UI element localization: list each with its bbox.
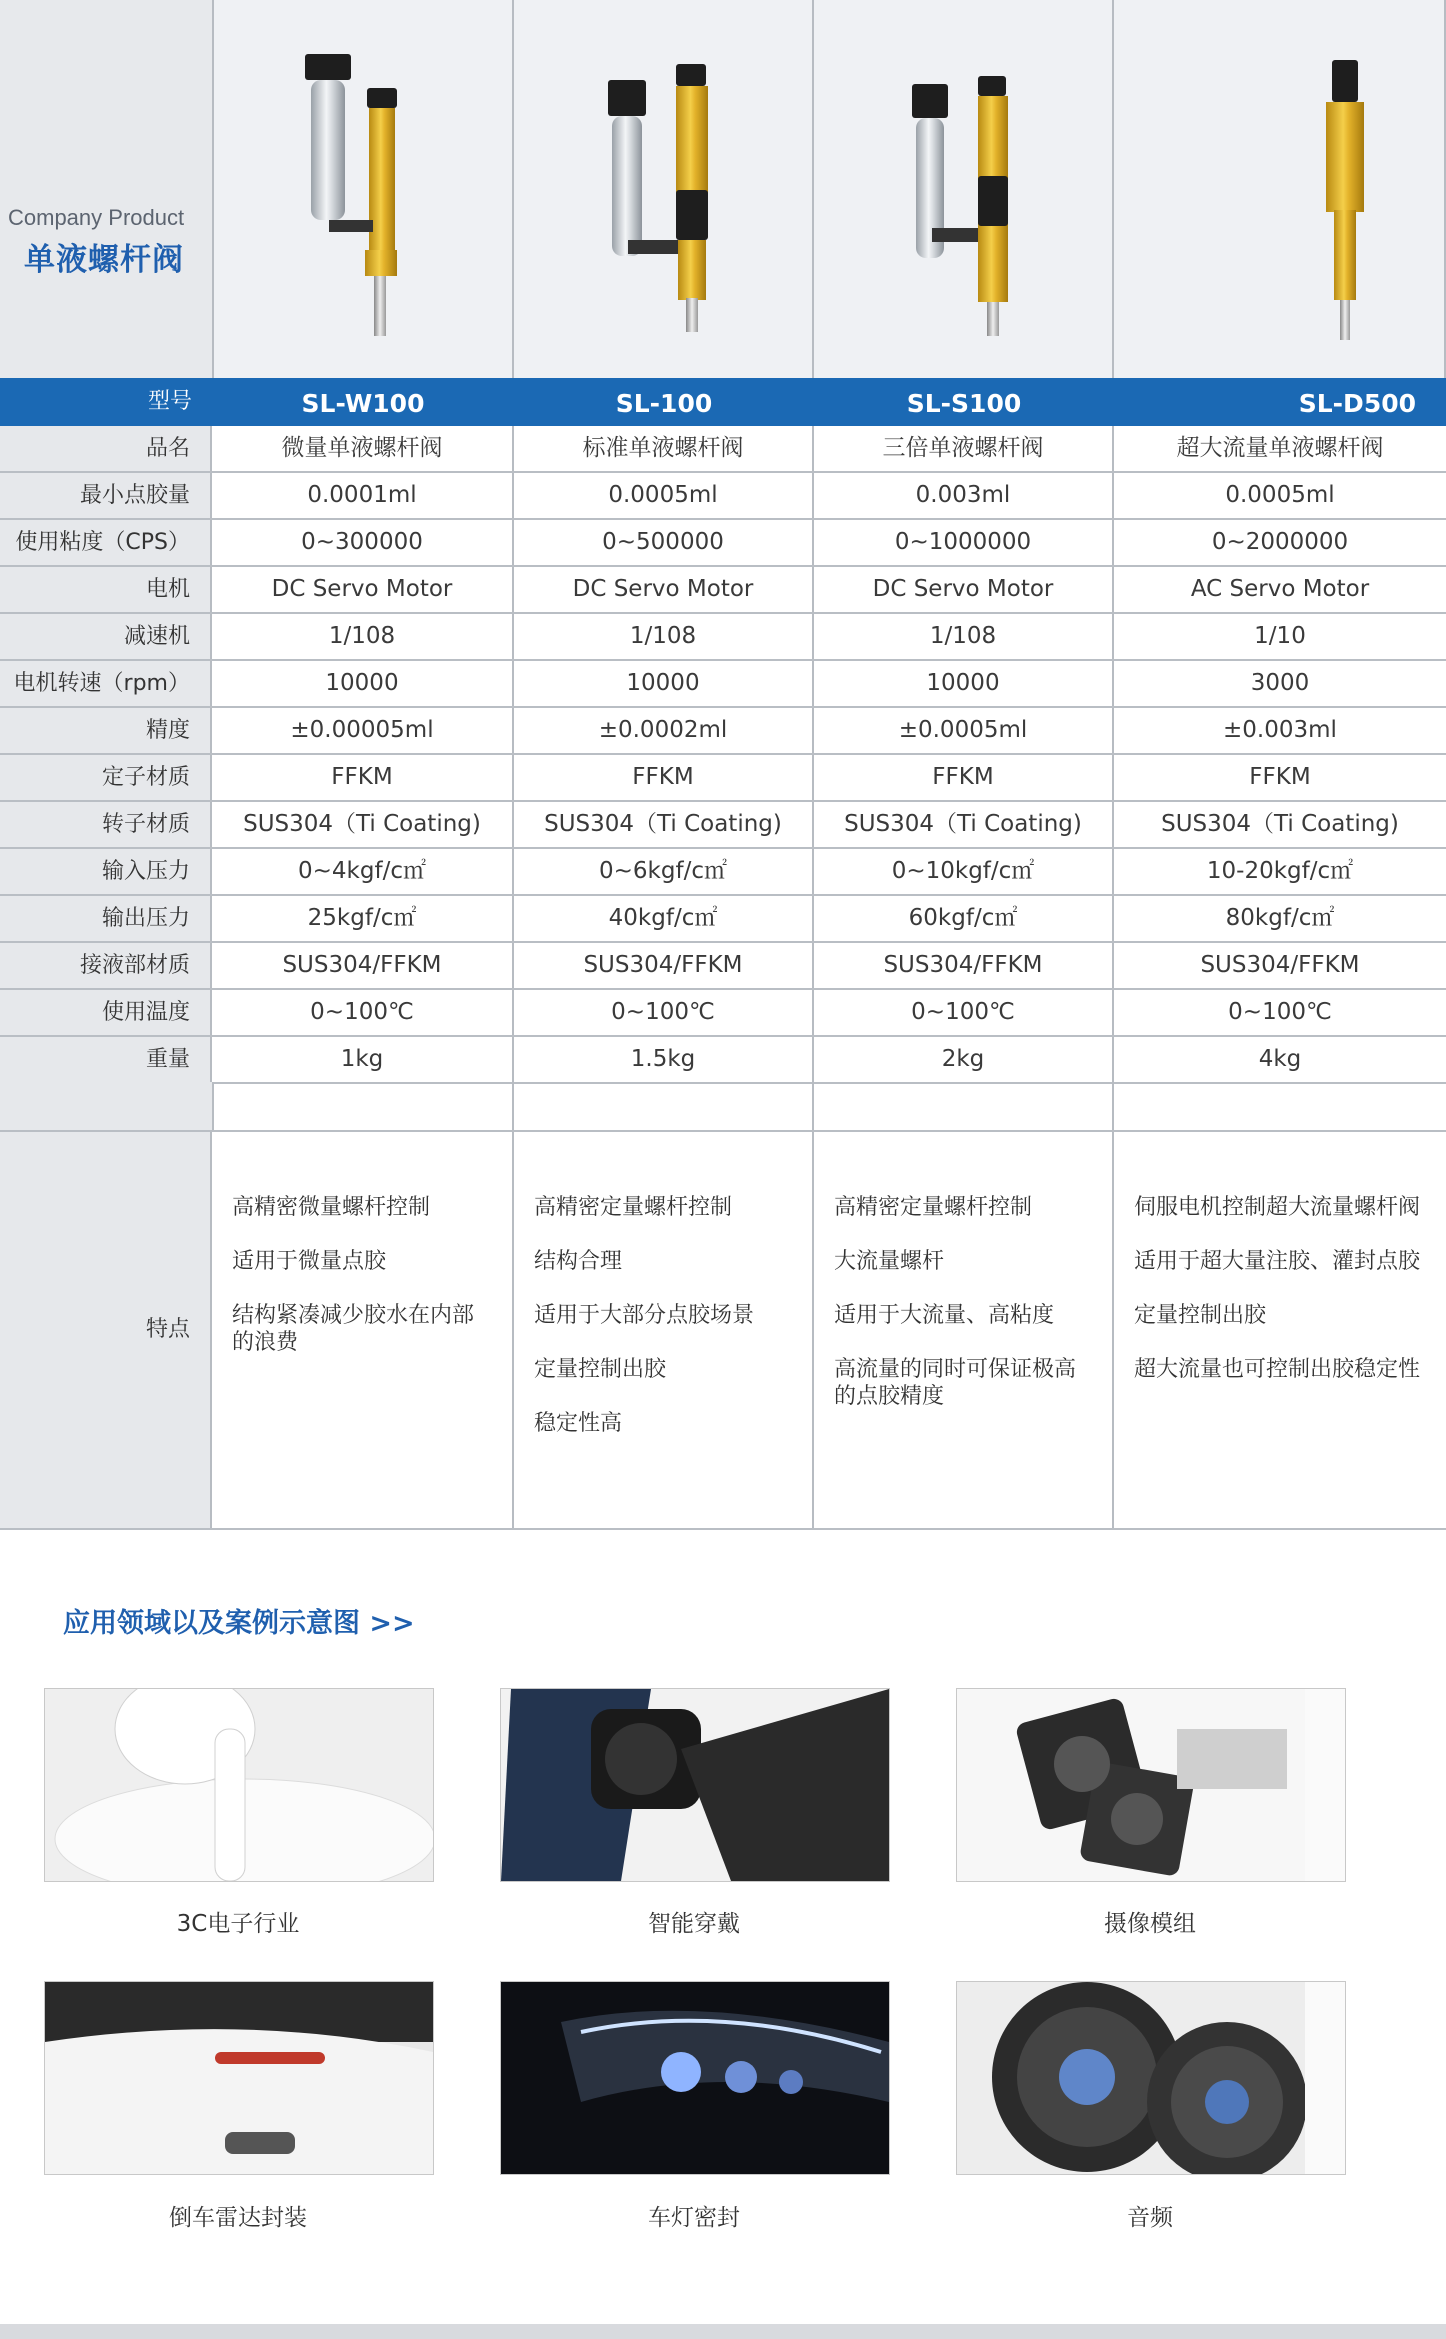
table-row	[0, 802, 1446, 849]
row-label: 使用温度	[0, 990, 212, 1035]
table-row	[0, 1037, 1446, 1084]
feature-item: 定量控制出胶	[534, 1357, 667, 1382]
features-sl-d500	[1114, 1132, 1446, 1528]
table-cell: 0~300000	[212, 520, 514, 565]
model-name-cell: SL-W100	[301, 389, 425, 418]
features-sl-100	[514, 1132, 814, 1528]
camera-module-image	[956, 1688, 1346, 1882]
feature-item: 高精密定量螺杆控制	[834, 1195, 1033, 1220]
feature-item: 定量控制出胶	[1134, 1303, 1267, 1328]
table-cell: 10-20kgf/c㎡	[1206, 858, 1354, 884]
table-row	[0, 661, 1446, 708]
product-image-sl-d500	[1114, 0, 1446, 378]
row-label: 减速机	[0, 614, 212, 659]
table-cell: 0~100℃	[814, 990, 1114, 1035]
table-cell: 10000	[814, 661, 1114, 706]
row-label: 输入压力	[0, 849, 212, 894]
row-label: 转子材质	[0, 802, 212, 847]
table-cell: 0~500000	[514, 520, 814, 565]
feature-item: 适用于大流量、高粘度	[834, 1303, 1055, 1328]
row-label: 品名	[0, 426, 212, 471]
caption-audio: 音频	[1127, 2205, 1173, 2231]
caption-radar: 倒车雷达封装	[169, 2205, 307, 2231]
product-image-sl-s100	[814, 0, 1114, 378]
car-rear-image	[44, 1981, 434, 2175]
features-row	[0, 1130, 1446, 1530]
table-cell: SUS304/FFKM	[514, 943, 814, 988]
features-label: 特点	[0, 1132, 212, 1528]
table-row	[0, 943, 1446, 990]
table-cell: AC Servo Motor	[1190, 576, 1370, 602]
row-label: 型号	[0, 378, 212, 426]
table-cell: 10000	[212, 661, 514, 706]
table-row	[0, 473, 1446, 520]
row-label: 接液部材质	[0, 943, 212, 988]
header-label-column	[0, 0, 214, 378]
table-cell: SUS304/FFKM	[814, 943, 1114, 988]
table-cell: 60kgf/c㎡	[814, 896, 1114, 941]
caption-camera: 摄像模组	[1104, 1911, 1196, 1937]
table-cell: DC Servo Motor	[514, 567, 814, 612]
table-cell: 0~4kgf/c㎡	[212, 849, 514, 894]
table-cell: ±0.0005ml	[814, 708, 1114, 753]
feature-item: 稳定性高	[534, 1411, 623, 1436]
table-cell: SUS304（Ti Coating)	[514, 802, 814, 847]
table-cell: 3000	[1250, 670, 1310, 696]
table-cell: FFKM	[814, 755, 1114, 800]
table-cell: 0.003ml	[814, 473, 1114, 518]
table-cell: FFKM	[1249, 764, 1311, 790]
table-cell: 三倍单液螺杆阀	[814, 426, 1114, 471]
table-cell: 0~1000000	[814, 520, 1114, 565]
table-cell: 0.0001ml	[212, 473, 514, 518]
caption-3c: 3C电子行业	[176, 1911, 300, 1937]
feature-item: 结构合理	[534, 1249, 623, 1274]
table-header-row	[0, 378, 1446, 426]
feature-item: 大流量螺杆	[834, 1249, 945, 1274]
model-name-cell: SL-100	[615, 389, 713, 418]
row-label: 精度	[0, 708, 212, 753]
table-cell: 0.0005ml	[1225, 482, 1335, 508]
model-name-cell: SL-D500	[1298, 389, 1416, 418]
earbuds-image	[44, 1688, 434, 1882]
table-row	[0, 755, 1446, 802]
table-cell: 0~100℃	[514, 990, 814, 1035]
caption-wearable: 智能穿戴	[648, 1911, 740, 1937]
footer-bar	[0, 2324, 1446, 2339]
product-header	[0, 0, 1446, 378]
headlight-image	[500, 1981, 890, 2175]
product-image-sl-100	[514, 0, 814, 378]
table-cell: 微量单液螺杆阀	[212, 426, 514, 471]
row-label: 电机	[0, 567, 212, 612]
row-label: 最小点胶量	[0, 473, 212, 518]
table-cell: 0~2000000	[1211, 529, 1349, 555]
feature-item: 结构紧凑减少胶水在内部的浪费	[232, 1303, 475, 1355]
table-cell: 80kgf/c㎡	[1225, 905, 1335, 931]
table-cell: 4kg	[1258, 1046, 1302, 1072]
caption-headlight: 车灯密封	[648, 2205, 740, 2231]
row-label: 定子材质	[0, 755, 212, 800]
table-row	[0, 896, 1446, 943]
table-cell: 1/108	[814, 614, 1114, 659]
table-cell: 标准单液螺杆阀	[514, 426, 814, 471]
model-name-cell: SL-S100	[906, 389, 1022, 418]
table-cell: ±0.0002ml	[514, 708, 814, 753]
feature-item: 超大流量也可控制出胶稳定性	[1134, 1357, 1421, 1382]
table-cell: 1.5kg	[514, 1037, 814, 1082]
table-cell: SUS304（Ti Coating)	[814, 802, 1114, 847]
table-cell: ±0.00005ml	[212, 708, 514, 753]
table-cell: SUS304/FFKM	[212, 943, 514, 988]
feature-item: 适用于超大量注胶、灌封点胶	[1134, 1249, 1421, 1274]
table-cell: SUS304（Ti Coating)	[1161, 811, 1399, 837]
smartwatch-image	[500, 1688, 890, 1882]
table-row	[0, 990, 1446, 1037]
table-cell: SUS304（Ti Coating)	[212, 802, 514, 847]
table-cell: 2kg	[814, 1037, 1114, 1082]
table-cell: 0~6kgf/c㎡	[514, 849, 814, 894]
table-cell: DC Servo Motor	[212, 567, 514, 612]
table-cell: FFKM	[514, 755, 814, 800]
feature-item: 高精密微量螺杆控制	[232, 1195, 431, 1220]
row-label: 重量	[0, 1037, 212, 1082]
table-row	[0, 426, 1446, 473]
feature-item: 高流量的同时可保证极高的点胶精度	[834, 1357, 1077, 1409]
table-cell: 0.0005ml	[514, 473, 814, 518]
table-cell: 1/108	[212, 614, 514, 659]
speaker-image	[956, 1981, 1346, 2175]
table-cell: ±0.003ml	[1223, 717, 1337, 743]
row-label: 电机转速（rpm）	[0, 661, 212, 706]
table-cell: 1/10	[1254, 623, 1306, 649]
table-cell: 1kg	[212, 1037, 514, 1082]
applications-title: 应用领域以及案例示意图 >>	[63, 1608, 415, 1639]
features-sl-s100	[814, 1132, 1114, 1528]
table-row	[0, 520, 1446, 567]
table-cell: FFKM	[212, 755, 514, 800]
product-image-sl-w100	[214, 0, 514, 378]
table-row	[0, 567, 1446, 614]
feature-item: 适用于大部分点胶场景	[534, 1303, 755, 1328]
table-cell: 0~100℃	[212, 990, 514, 1035]
feature-item: 适用于微量点胶	[232, 1249, 387, 1274]
table-cell: 10000	[514, 661, 814, 706]
table-cell: DC Servo Motor	[814, 567, 1114, 612]
feature-item: 高精密定量螺杆控制	[534, 1195, 733, 1220]
page-title: 单液螺杆阀	[24, 242, 184, 278]
spacer-row	[0, 1082, 1446, 1130]
company-product-label: Company Product	[8, 205, 185, 230]
row-label: 输出压力	[0, 896, 212, 941]
row-label: 使用粘度（CPS）	[0, 520, 212, 565]
table-cell: 0~10kgf/c㎡	[814, 849, 1114, 894]
table-cell: 超大流量单液螺杆阀	[1176, 435, 1384, 461]
table-cell: 0~100℃	[1228, 999, 1332, 1025]
table-row	[0, 849, 1446, 896]
table-row	[0, 708, 1446, 755]
table-cell: SUS304/FFKM	[1200, 952, 1360, 978]
table-row	[0, 614, 1446, 661]
table-cell: 25kgf/c㎡	[212, 896, 514, 941]
features-sl-w100	[212, 1132, 514, 1528]
table-cell: 1/108	[514, 614, 814, 659]
feature-item: 伺服电机控制超大流量螺杆阀	[1134, 1195, 1421, 1220]
table-cell: 40kgf/c㎡	[514, 896, 814, 941]
